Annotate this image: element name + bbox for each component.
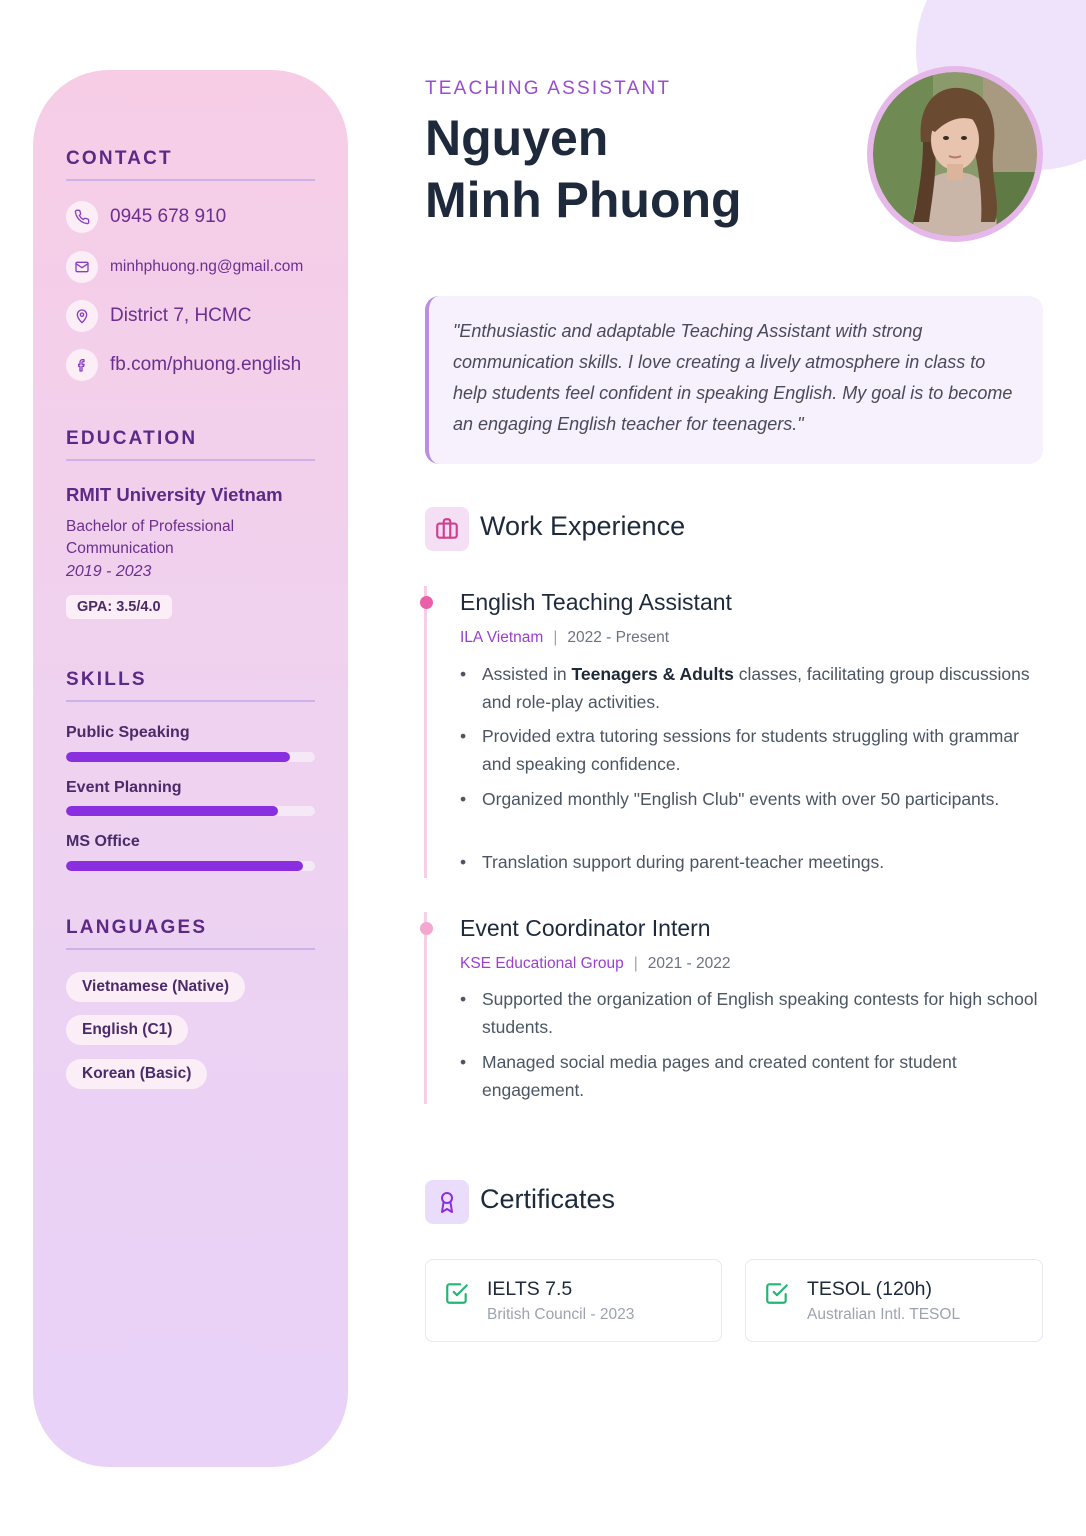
timeline-dot xyxy=(420,922,433,935)
facebook-text[interactable]: fb.com/phuong.english xyxy=(110,354,302,375)
education-school: RMIT University Vietnam xyxy=(66,484,283,505)
job-meta-separator: | xyxy=(633,955,638,972)
languages-heading: LANGUAGES xyxy=(66,917,208,938)
summary-text: "Enthusiastic and adaptable Teaching Assistant with strong communication skills. I love creating a lively atmosphere in class to help students feel confident in speaking English. My goal is to become an engaging English teacher for teenagers." xyxy=(453,321,1013,434)
skill-bar-fill xyxy=(66,752,290,762)
certificate-name: TESOL (120h) xyxy=(807,1278,932,1300)
skill-name: MS Office xyxy=(66,833,140,850)
map-pin-icon xyxy=(66,300,98,332)
job-title: Event Coordinator Intern xyxy=(460,915,711,941)
location-text: District 7, HCMC xyxy=(110,305,252,326)
job-org: KSE Educational Group xyxy=(460,955,624,972)
profile-photo xyxy=(867,66,1043,242)
name-first-line: Nguyen xyxy=(425,110,609,166)
education-degree: Bachelor of Professional Communication xyxy=(66,518,235,557)
award-icon xyxy=(425,1180,469,1224)
check-square-icon xyxy=(764,1280,790,1311)
contact-phone xyxy=(66,201,226,233)
bullet-bold: Teenagers & Adults xyxy=(571,664,734,684)
job-title: English Teaching Assistant xyxy=(460,589,732,615)
education-years: 2019 - 2023 xyxy=(66,563,152,580)
contact-heading: CONTACT xyxy=(66,148,173,169)
sidebar xyxy=(33,70,348,1467)
skill-bar-fill xyxy=(66,861,303,871)
gpa-badge: GPA: 3.5/4.0 xyxy=(66,595,172,619)
email-text[interactable]: minhphuong.ng@gmail.com xyxy=(110,258,304,275)
bullet-text: Assisted in xyxy=(482,664,572,684)
job-bullet: • Provided extra tutoring sessions for students struggling with grammar and speaking confidence. xyxy=(460,722,1040,778)
name-second-line: Minh Phuong xyxy=(425,172,742,228)
facebook-icon xyxy=(66,349,98,381)
contact-divider xyxy=(66,179,315,181)
job-meta xyxy=(460,629,669,647)
job-period: 2021 - 2022 xyxy=(647,955,731,972)
contact-email xyxy=(66,251,303,283)
skill-bar-track xyxy=(66,806,315,816)
skill-bar-track xyxy=(66,861,315,871)
language-pill: Vietnamese (Native) xyxy=(66,972,245,1002)
phone-text[interactable]: 0945 678 910 xyxy=(110,206,227,227)
certificate-card xyxy=(745,1259,1043,1342)
work-experience-heading: Work Experience xyxy=(480,511,686,541)
job-role: TEACHING ASSISTANT xyxy=(425,78,672,99)
certificate-issuer: Australian Intl. TESOL xyxy=(807,1306,961,1323)
timeline-dot xyxy=(420,596,433,609)
check-square-icon xyxy=(444,1280,470,1311)
job-bullet xyxy=(460,660,1040,716)
skills-heading: SKILLS xyxy=(66,669,147,690)
skill-name: Public Speaking xyxy=(66,724,190,741)
timeline-line xyxy=(424,912,427,1104)
education-divider xyxy=(66,459,315,461)
certificate-name: IELTS 7.5 xyxy=(487,1278,573,1300)
bullet-text: classes, facilitating group discussions and role-play activities. xyxy=(482,664,1030,712)
certificate-issuer: British Council - 2023 xyxy=(487,1306,635,1323)
briefcase-icon xyxy=(425,507,469,551)
job-period: 2022 - Present xyxy=(567,629,670,646)
job-bullet: • Managed social media pages and created content for student engagement. xyxy=(460,1048,1040,1104)
mail-icon xyxy=(66,251,98,283)
job-bullet: • Supported the organization of English speaking contests for high school students. xyxy=(460,985,1040,1041)
summary-quote xyxy=(425,296,1043,464)
skill-name: Event Planning xyxy=(66,779,182,796)
certificates-heading: Certificates xyxy=(480,1184,616,1214)
skill-bar-fill xyxy=(66,806,278,816)
job-meta-separator: | xyxy=(553,629,558,646)
phone-icon xyxy=(66,201,98,233)
language-pill: English (C1) xyxy=(66,1015,188,1045)
languages-divider xyxy=(66,948,315,950)
language-pill: Korean (Basic) xyxy=(66,1059,207,1089)
job-bullet: • Organized monthly "English Club" events with over 50 participants. xyxy=(460,785,1040,813)
job-org: ILA Vietnam xyxy=(460,629,544,646)
contact-location xyxy=(66,300,251,332)
contact-facebook xyxy=(66,349,301,381)
avatar xyxy=(873,72,1037,236)
job-meta xyxy=(460,955,731,973)
certificate-card xyxy=(425,1259,722,1342)
job-bullet: • Translation support during parent-teacher meetings. xyxy=(460,848,1040,876)
timeline-line xyxy=(424,586,427,878)
skill-bar-track xyxy=(66,752,315,762)
skills-divider xyxy=(66,700,315,702)
education-heading: EDUCATION xyxy=(66,428,198,449)
